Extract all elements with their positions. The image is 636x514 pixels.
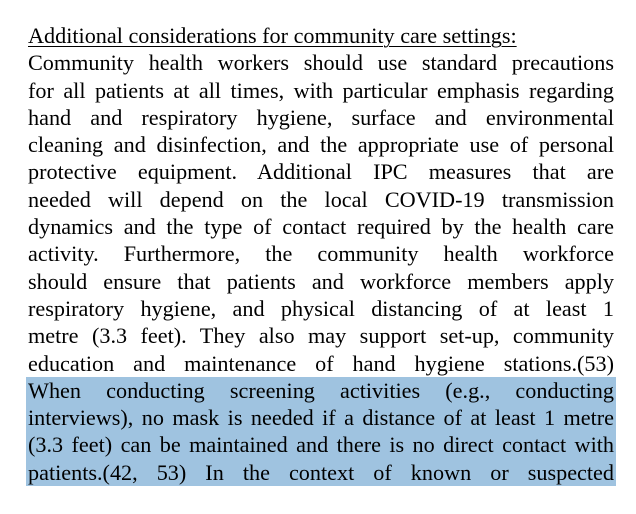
line-text[interactable]: When conducting screening activities (e.g., conducting xyxy=(28,377,614,403)
line-text[interactable]: patients.(42, 53) In the context of known or suspected xyxy=(28,459,614,485)
selected-text-line[interactable] xyxy=(28,377,616,404)
selected-text-line[interactable] xyxy=(28,404,616,431)
heading-text: Additional considerations for community care settings: xyxy=(28,23,517,48)
section-heading xyxy=(28,22,616,49)
document-page xyxy=(28,22,616,486)
text-line[interactable] xyxy=(28,158,616,185)
line-text[interactable]: hand and respiratory hygiene, surface and environmental xyxy=(28,104,614,130)
text-line[interactable] xyxy=(28,268,616,295)
line-text[interactable]: for all patients at all times, with particular emphasis regarding xyxy=(28,77,614,103)
text-line[interactable] xyxy=(28,322,616,349)
text-line[interactable] xyxy=(28,350,616,377)
line-text[interactable]: should ensure that patients and workforce members apply xyxy=(28,268,614,294)
text-line[interactable] xyxy=(28,240,616,267)
text-line[interactable] xyxy=(28,213,616,240)
line-text[interactable]: (3.3 feet) can be maintained and there is no direct contact with xyxy=(28,432,614,458)
line-text[interactable]: activity. Furthermore, the community health workforce xyxy=(28,241,614,267)
text-line[interactable] xyxy=(28,295,616,322)
line-text[interactable]: needed will depend on the local COVID-19 transmission xyxy=(28,186,614,212)
line-text[interactable]: dynamics and the type of contact required by the health care xyxy=(28,214,614,240)
line-text[interactable]: metre (3.3 feet). They also may support set-up, community xyxy=(28,323,614,349)
line-text[interactable]: Community health workers should use standard precautions xyxy=(28,50,614,76)
line-text[interactable]: education and maintenance of hand hygiene stations.(53) xyxy=(28,350,614,376)
text-line[interactable] xyxy=(28,77,616,104)
selected-text-line[interactable] xyxy=(28,459,616,486)
text-line[interactable] xyxy=(28,104,616,131)
line-text[interactable]: cleaning and disinfection, and the appropriate use of personal xyxy=(28,132,614,158)
text-line[interactable] xyxy=(28,186,616,213)
line-text[interactable]: respiratory hygiene, and physical distancing of at least 1 xyxy=(28,295,614,321)
line-text[interactable]: interviews), no mask is needed if a distance of at least 1 metre xyxy=(28,405,614,431)
selected-text-line[interactable] xyxy=(28,431,616,458)
text-line[interactable] xyxy=(28,49,616,76)
line-text[interactable]: protective equipment. Additional IPC measures that are xyxy=(28,159,614,185)
text-line[interactable] xyxy=(28,131,616,158)
